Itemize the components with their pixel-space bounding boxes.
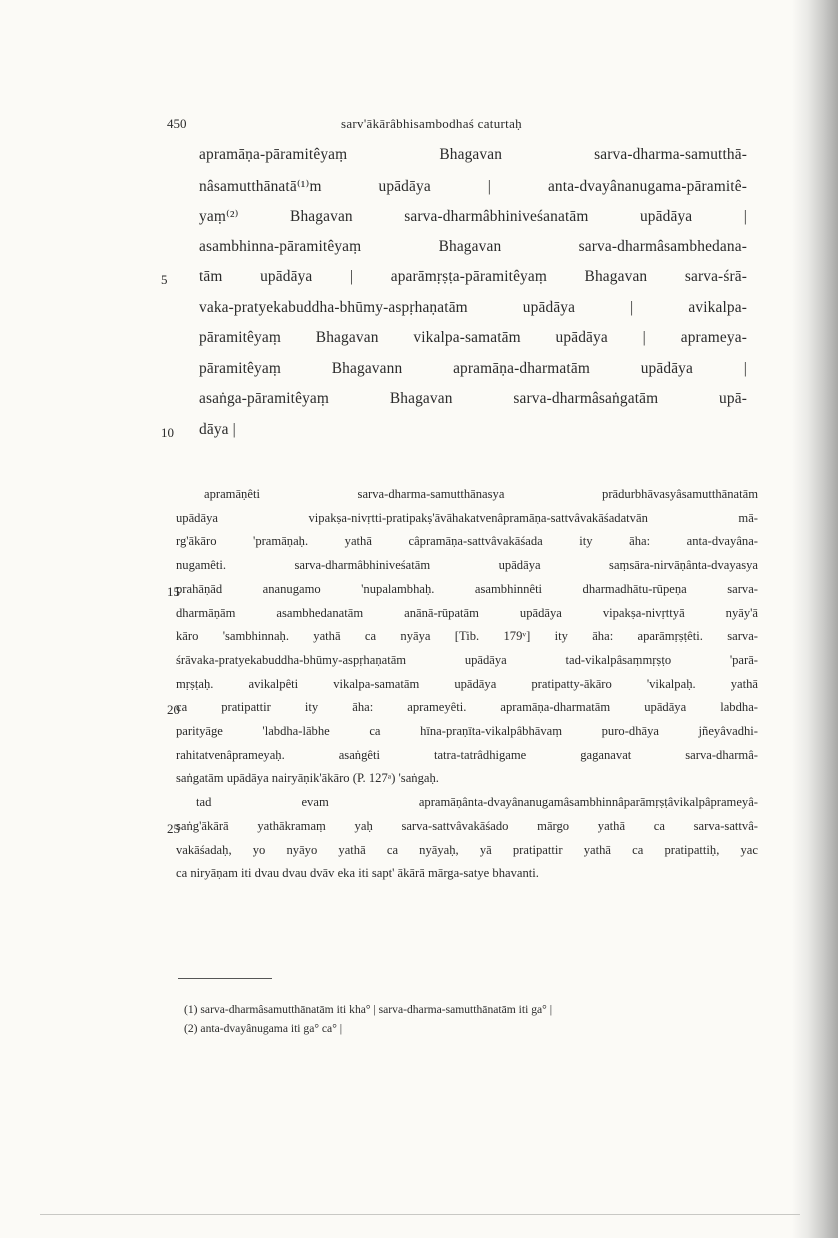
commentary-line: śrāvaka-pratyekabuddha-bhūmy-aspṛhaṇatām upādāya tad-vikalpâsaṃmṛṣṭo 'parā- <box>176 652 758 667</box>
commentary-line: mṛṣṭaḥ. avikalpêti vikalpa-samatām upādāya pratipatty-ākāro 'vikalpaḥ. yathā <box>176 676 758 691</box>
commentary-line: rg'ākāro 'pramāṇaḥ. yathā câpramāṇa-sattvâvakāśada ity āha: anta-dvayâna- <box>176 534 758 549</box>
verse-line: 5 tām upādāya | aparāmṛṣṭa-pāramitêyaṃ Bhagavan sarva-śrā- <box>161 268 747 287</box>
verse-line: asambhinna-pāramitêyaṃ Bhagavan sarva-dharmâsambhedana- <box>199 237 747 255</box>
footnote: (2) anta-dvayânugama iti ga° ca° | <box>184 1022 343 1035</box>
commentary-line: nugamêti. sarva-dharmâbhiniveśatām upādāya saṃsāra-nirvāṇânta-dvayasya <box>176 558 758 573</box>
commentary-line: apramāṇêti sarva-dharma-samutthānasya prādurbhāvasyâsamutthānatām <box>204 487 758 501</box>
verse-line: asaṅga-pāramitêyaṃ Bhagavan sarva-dharmâsaṅgatām upā- <box>199 390 747 407</box>
verse-line: pāramitêyaṃ Bhagavann apramāṇa-dharmatām upādāya | <box>199 359 747 377</box>
verse-line: vaka-pratyekabuddha-bhūmy-aspṛhaṇatām upādāya | avikalpa- <box>199 298 747 316</box>
verse-line: apramāṇa-pāramitêyaṃ Bhagavan sarva-dharma-samutthā- <box>199 146 747 163</box>
commentary-line: ca niryāṇam iti dvau dvau dvāv eka iti sapt' ākārā mārga-satye bhavanti. <box>176 866 539 881</box>
page-number: 450 <box>167 116 187 131</box>
commentary-line: 25 saṅg'ākārā yathākramaṃ yaḥ sarva-sattvâvakāśado mārgo yathā ca sarva-sattvâ- <box>167 818 758 836</box>
commentary-line: tad evam apramāṇânta-dvayânanugamâsambhinnâparāmṛṣṭâvikalpâprameyâ- <box>196 795 758 810</box>
verse-line: nâsamutthānatā⁽¹⁾m upādāya | anta-dvayânanugama-pāramitê- <box>199 177 747 195</box>
page-header <box>0 116 838 136</box>
commentary-line: dharmāṇām asambhedanatām anānā-rūpatām upādāya vipakṣa-nivṛttyā nyāy'ā <box>176 605 758 620</box>
commentary-line: saṅgatām upādāya nairyāṇik'ākāro (P. 127ᵃ) 'saṅgaḥ. <box>176 771 439 786</box>
footnote-rule <box>178 978 272 979</box>
commentary-line: parityāge 'labdha-lābhe ca hīna-praṇīta-vikalpâbhāvaṃ puro-dhāya jñeyâvadhi- <box>176 724 758 738</box>
page-bottom-edge <box>40 1214 800 1215</box>
footnote: (1) sarva-dharmâsamutthānatām iti kha° | sarva-dharma-samutthānatām iti ga° | <box>184 1003 553 1016</box>
verse-line: 10 dāya | <box>161 420 236 440</box>
commentary-line: vakāśadaḥ, yo nyāyo yathā ca nyāyaḥ, yā pratipattir yathā ca pratipattiḥ, yac <box>176 842 758 857</box>
commentary-line: rahitatvenâprameyaḥ. asaṅgêti tatra-tatrâdhigame gaganavat sarva-dharmâ- <box>176 747 758 762</box>
verse-line: pāramitêyaṃ Bhagavan vikalpa-samatām upādāya | aprameya- <box>199 329 747 346</box>
verse-line: yaṃ⁽²⁾ Bhagavan sarva-dharmâbhiniveśanatām upādāya | <box>199 208 747 225</box>
commentary-line: upādāya vipakṣa-nivṛtti-pratipakṣ'āvāhakatvenâpramāṇa-sattvâvakāśadatvān mā- <box>176 510 758 525</box>
commentary-line: kāro 'sambhinnaḥ. yathā ca nyāya [Tib. 179ᵛ] ity āha: aparāmṛṣṭêti. sarva- <box>176 629 758 644</box>
commentary-line: 15 prahāṇād ananugamo 'nupalambhaḥ. asambhinnêti dharmadhātu-rūpeṇa sarva- <box>167 581 758 599</box>
running-head: sarv'ākārâbhisambodhaś caturtaḥ <box>341 116 522 131</box>
commentary-line: 20 ca pratipattir ity āha: aprameyêti. apramāṇa-dharmatām upādāya labdha- <box>167 700 758 718</box>
